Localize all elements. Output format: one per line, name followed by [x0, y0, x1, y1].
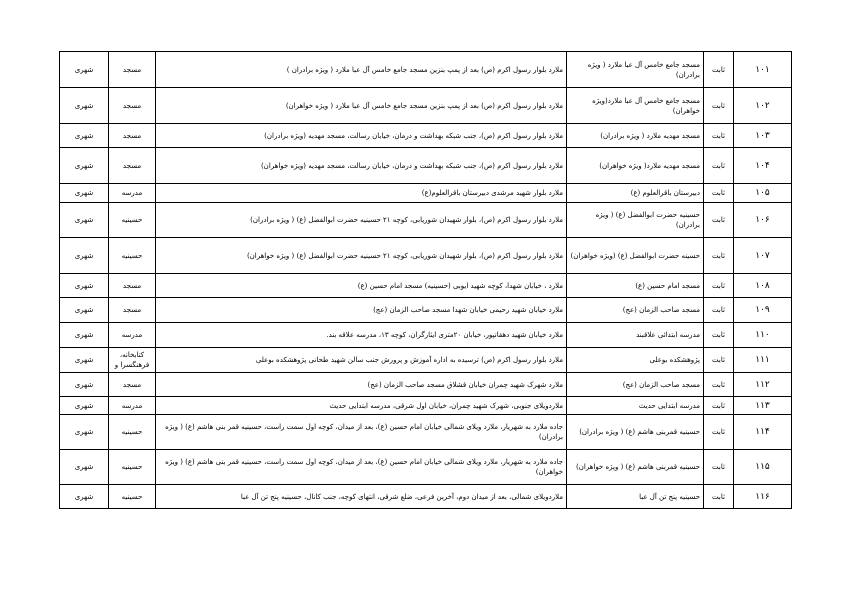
row-status: ثابت: [704, 397, 734, 415]
row-address: ملارد بلوار شهید مرشدی دبیرستان باقرالعلوم(ع): [156, 184, 567, 203]
row-address: ملارد بلوار رسول اکرم (ص) بعد از پمپ بنزین مسجد جامع خامس آل عبا ملارد ( ویژه برادران ): [156, 52, 567, 88]
row-number: ۱۰۷: [734, 238, 792, 274]
table-row: [60, 88, 792, 124]
row-area: شهری: [60, 238, 109, 274]
row-name: حسینیه قمربنی هاشم (ع) ( ویژه خواهران): [567, 450, 704, 485]
row-address: ملارد بلوار رسول اکرم (ص)، جنب شبکه بهداشت و درمان، خیابان رسالت، مسجد مهدیه (ویژه خواهران): [156, 148, 567, 184]
row-address: جاده ملارد به شهریار، ملارد ویلای شمالی خیابان امام حسین (ع)، بعد از میدان، کوچه اول سمت راست، حسینیه قمر بنی هاشم (ع) ( ویژه برادران): [156, 415, 567, 450]
table-row: [60, 124, 792, 148]
row-address: ملارد بلوار رسول اکرم (ص)، جنب شبکه بهداشت و درمان، خیابان رسالت، مسجد مهدیه (ویژه برادران): [156, 124, 567, 148]
row-area: شهری: [60, 485, 109, 509]
table-row: [60, 298, 792, 323]
row-number: ۱۰۹: [734, 298, 792, 323]
row-name: مسجد امام حسین (ع): [567, 274, 704, 298]
table-row: [60, 397, 792, 415]
row-number: ۱۰۸: [734, 274, 792, 298]
row-status: ثابت: [704, 450, 734, 485]
row-type: مسجد: [109, 274, 156, 298]
row-status: ثابت: [704, 415, 734, 450]
row-area: شهری: [60, 323, 109, 348]
row-area: شهری: [60, 415, 109, 450]
row-status: ثابت: [704, 373, 734, 397]
row-name: دبیرستان باقرالعلوم (ع): [567, 184, 704, 203]
row-name: مدرسه ابتدائی علاقبند: [567, 323, 704, 348]
row-name: حسینیه حضرت ابوالفضل (ع) ( ویژه برادران): [567, 203, 704, 238]
table-row: [60, 415, 792, 450]
table-row: [60, 52, 792, 88]
row-name: مسجد صاحب الزمان (عج): [567, 373, 704, 397]
table-row: [60, 238, 792, 274]
row-address: جاده ملارد به شهریار، ملارد ویلای شمالی خیابان امام حسین (ع)، بعد از میدان، کوچه اول سمت راست، حسینیه قمر بنی هاشم (ع) ( ویژه خواهران): [156, 450, 567, 485]
table-row: [60, 203, 792, 238]
row-area: شهری: [60, 450, 109, 485]
row-number: ۱۰۵: [734, 184, 792, 203]
row-name: مسجد جامع خامس آل عبا ملارد ( ویژه برادران): [567, 52, 704, 88]
row-name: مسجد جامع خامس آل عبا ملارد(ویژه خواهران): [567, 88, 704, 124]
row-number: ۱۱۲: [734, 373, 792, 397]
row-name: پژوهشکده بوعلی: [567, 348, 704, 373]
table-row: [60, 450, 792, 485]
row-type: مسجد: [109, 124, 156, 148]
row-address: ملاردویلای جنوبی، شهرک شهید چمران، خیابان اول شرقی، مدرسه ابتدایی حدیث: [156, 397, 567, 415]
row-type: مدرسه: [109, 397, 156, 415]
row-area: شهری: [60, 373, 109, 397]
row-area: شهری: [60, 203, 109, 238]
row-name: مسجد مهدیه ملارد( ویژه خواهران): [567, 148, 704, 184]
row-area: شهری: [60, 124, 109, 148]
row-number: ۱۰۴: [734, 148, 792, 184]
row-area: شهری: [60, 52, 109, 88]
row-address: ملارد خیابان شهید رحیمی خیابان شهدا مسجد صاحب الزمان (عج): [156, 298, 567, 323]
row-number: ۱۰۲: [734, 88, 792, 124]
row-name: مسجد صاحب الزمان (عج): [567, 298, 704, 323]
row-type: حسینیه: [109, 238, 156, 274]
row-status: ثابت: [704, 203, 734, 238]
row-status: ثابت: [704, 52, 734, 88]
row-status: ثابت: [704, 485, 734, 509]
row-address: ملارد شهرک شهید چمران خیابان قشلاق مسجد صاحب الزمان (عج): [156, 373, 567, 397]
row-address: ملارد بلوار رسول اکرم (ص) بعد از پمپ بنزین مسجد جامع خامس آل عبا ملارد ( ویژه خواهران): [156, 88, 567, 124]
row-area: شهری: [60, 184, 109, 203]
row-type: حسینیه: [109, 203, 156, 238]
row-name: حسینیه پنج تن آل عبا: [567, 485, 704, 509]
row-address: ملارد ، خیابان شهدا، کوچه شهید ایوبی (حسینیه) مسجد امام حسین (ع): [156, 274, 567, 298]
row-type: مسجد: [109, 298, 156, 323]
table-row: [60, 184, 792, 203]
locations-table: [59, 51, 792, 509]
row-number: ۱۰۳: [734, 124, 792, 148]
row-area: شهری: [60, 88, 109, 124]
row-number: ۱۱۱: [734, 348, 792, 373]
row-number: ۱۱۰: [734, 323, 792, 348]
row-status: ثابت: [704, 323, 734, 348]
row-area: شهری: [60, 298, 109, 323]
row-address: ملاردویلای شمالی، بعد از میدان دوم، آخرین فرعی، ضلع شرقی، انتهای کوچه، جنب کانال، حسینیه پنج تن آل عبا: [156, 485, 567, 509]
row-address: ملارد بلوار رسول اکرم (ص)، بلوار شهیدان شوریابی، کوچه ۲۱ حسینیه حضرت ابوالفضل (ع) ( ویژه برادران): [156, 203, 567, 238]
row-number: ۱۰۱: [734, 52, 792, 88]
row-name: حسینه حضرت ابوالفضل (ع) (ویژه خواهران): [567, 238, 704, 274]
row-type: مسجد: [109, 373, 156, 397]
row-name: حسینیه قمربنی هاشم (ع) ( ویژه برادران): [567, 415, 704, 450]
row-address: ملارد خیابان شهید دهقانپور، خیابان ۲۰متری ایثارگران، کوچه ۱۳، مدرسه علاقه بند.: [156, 323, 567, 348]
row-status: ثابت: [704, 184, 734, 203]
row-type: مدرسه: [109, 184, 156, 203]
row-type: کتابخانه، فرهنگسرا و: [109, 348, 156, 373]
row-status: ثابت: [704, 148, 734, 184]
row-number: ۱۱۵: [734, 450, 792, 485]
row-address: ملارد بلوار رسول اکرم (ص) ترسیده به اداره آموزش و پرورش جنب سالن شهید طحانی پژوهشکده بوعلی: [156, 348, 567, 373]
row-type: مسجد: [109, 52, 156, 88]
table-row: [60, 323, 792, 348]
row-status: ثابت: [704, 274, 734, 298]
row-type: مسجد: [109, 88, 156, 124]
table-row: [60, 148, 792, 184]
row-name: مسجد مهدیه ملارد ( ویژه برادران): [567, 124, 704, 148]
row-type: حسینیه: [109, 450, 156, 485]
row-number: ۱۰۶: [734, 203, 792, 238]
row-area: شهری: [60, 348, 109, 373]
row-type: مسجد: [109, 148, 156, 184]
row-area: شهری: [60, 274, 109, 298]
row-status: ثابت: [704, 298, 734, 323]
row-name: مدرسه ابتدایی حدیث: [567, 397, 704, 415]
row-number: ۱۱۴: [734, 415, 792, 450]
row-type: حسینیه: [109, 485, 156, 509]
row-status: ثابت: [704, 124, 734, 148]
row-area: شهری: [60, 397, 109, 415]
row-area: شهری: [60, 148, 109, 184]
row-number: ۱۱۶: [734, 485, 792, 509]
row-number: ۱۱۳: [734, 397, 792, 415]
table-row: [60, 274, 792, 298]
row-type: مدرسه: [109, 323, 156, 348]
row-address: ملارد بلوار رسول اکرم (ص)، بلوار شهیدان شوریابی، کوچه ۲۱ حسینیه حضرت ابوالفضل (ع) ( ویژه خواهران): [156, 238, 567, 274]
row-status: ثابت: [704, 238, 734, 274]
row-status: ثابت: [704, 348, 734, 373]
table-row: [60, 373, 792, 397]
table-row: [60, 348, 792, 373]
row-status: ثابت: [704, 88, 734, 124]
table-row: [60, 485, 792, 509]
row-type: حسینیه: [109, 415, 156, 450]
